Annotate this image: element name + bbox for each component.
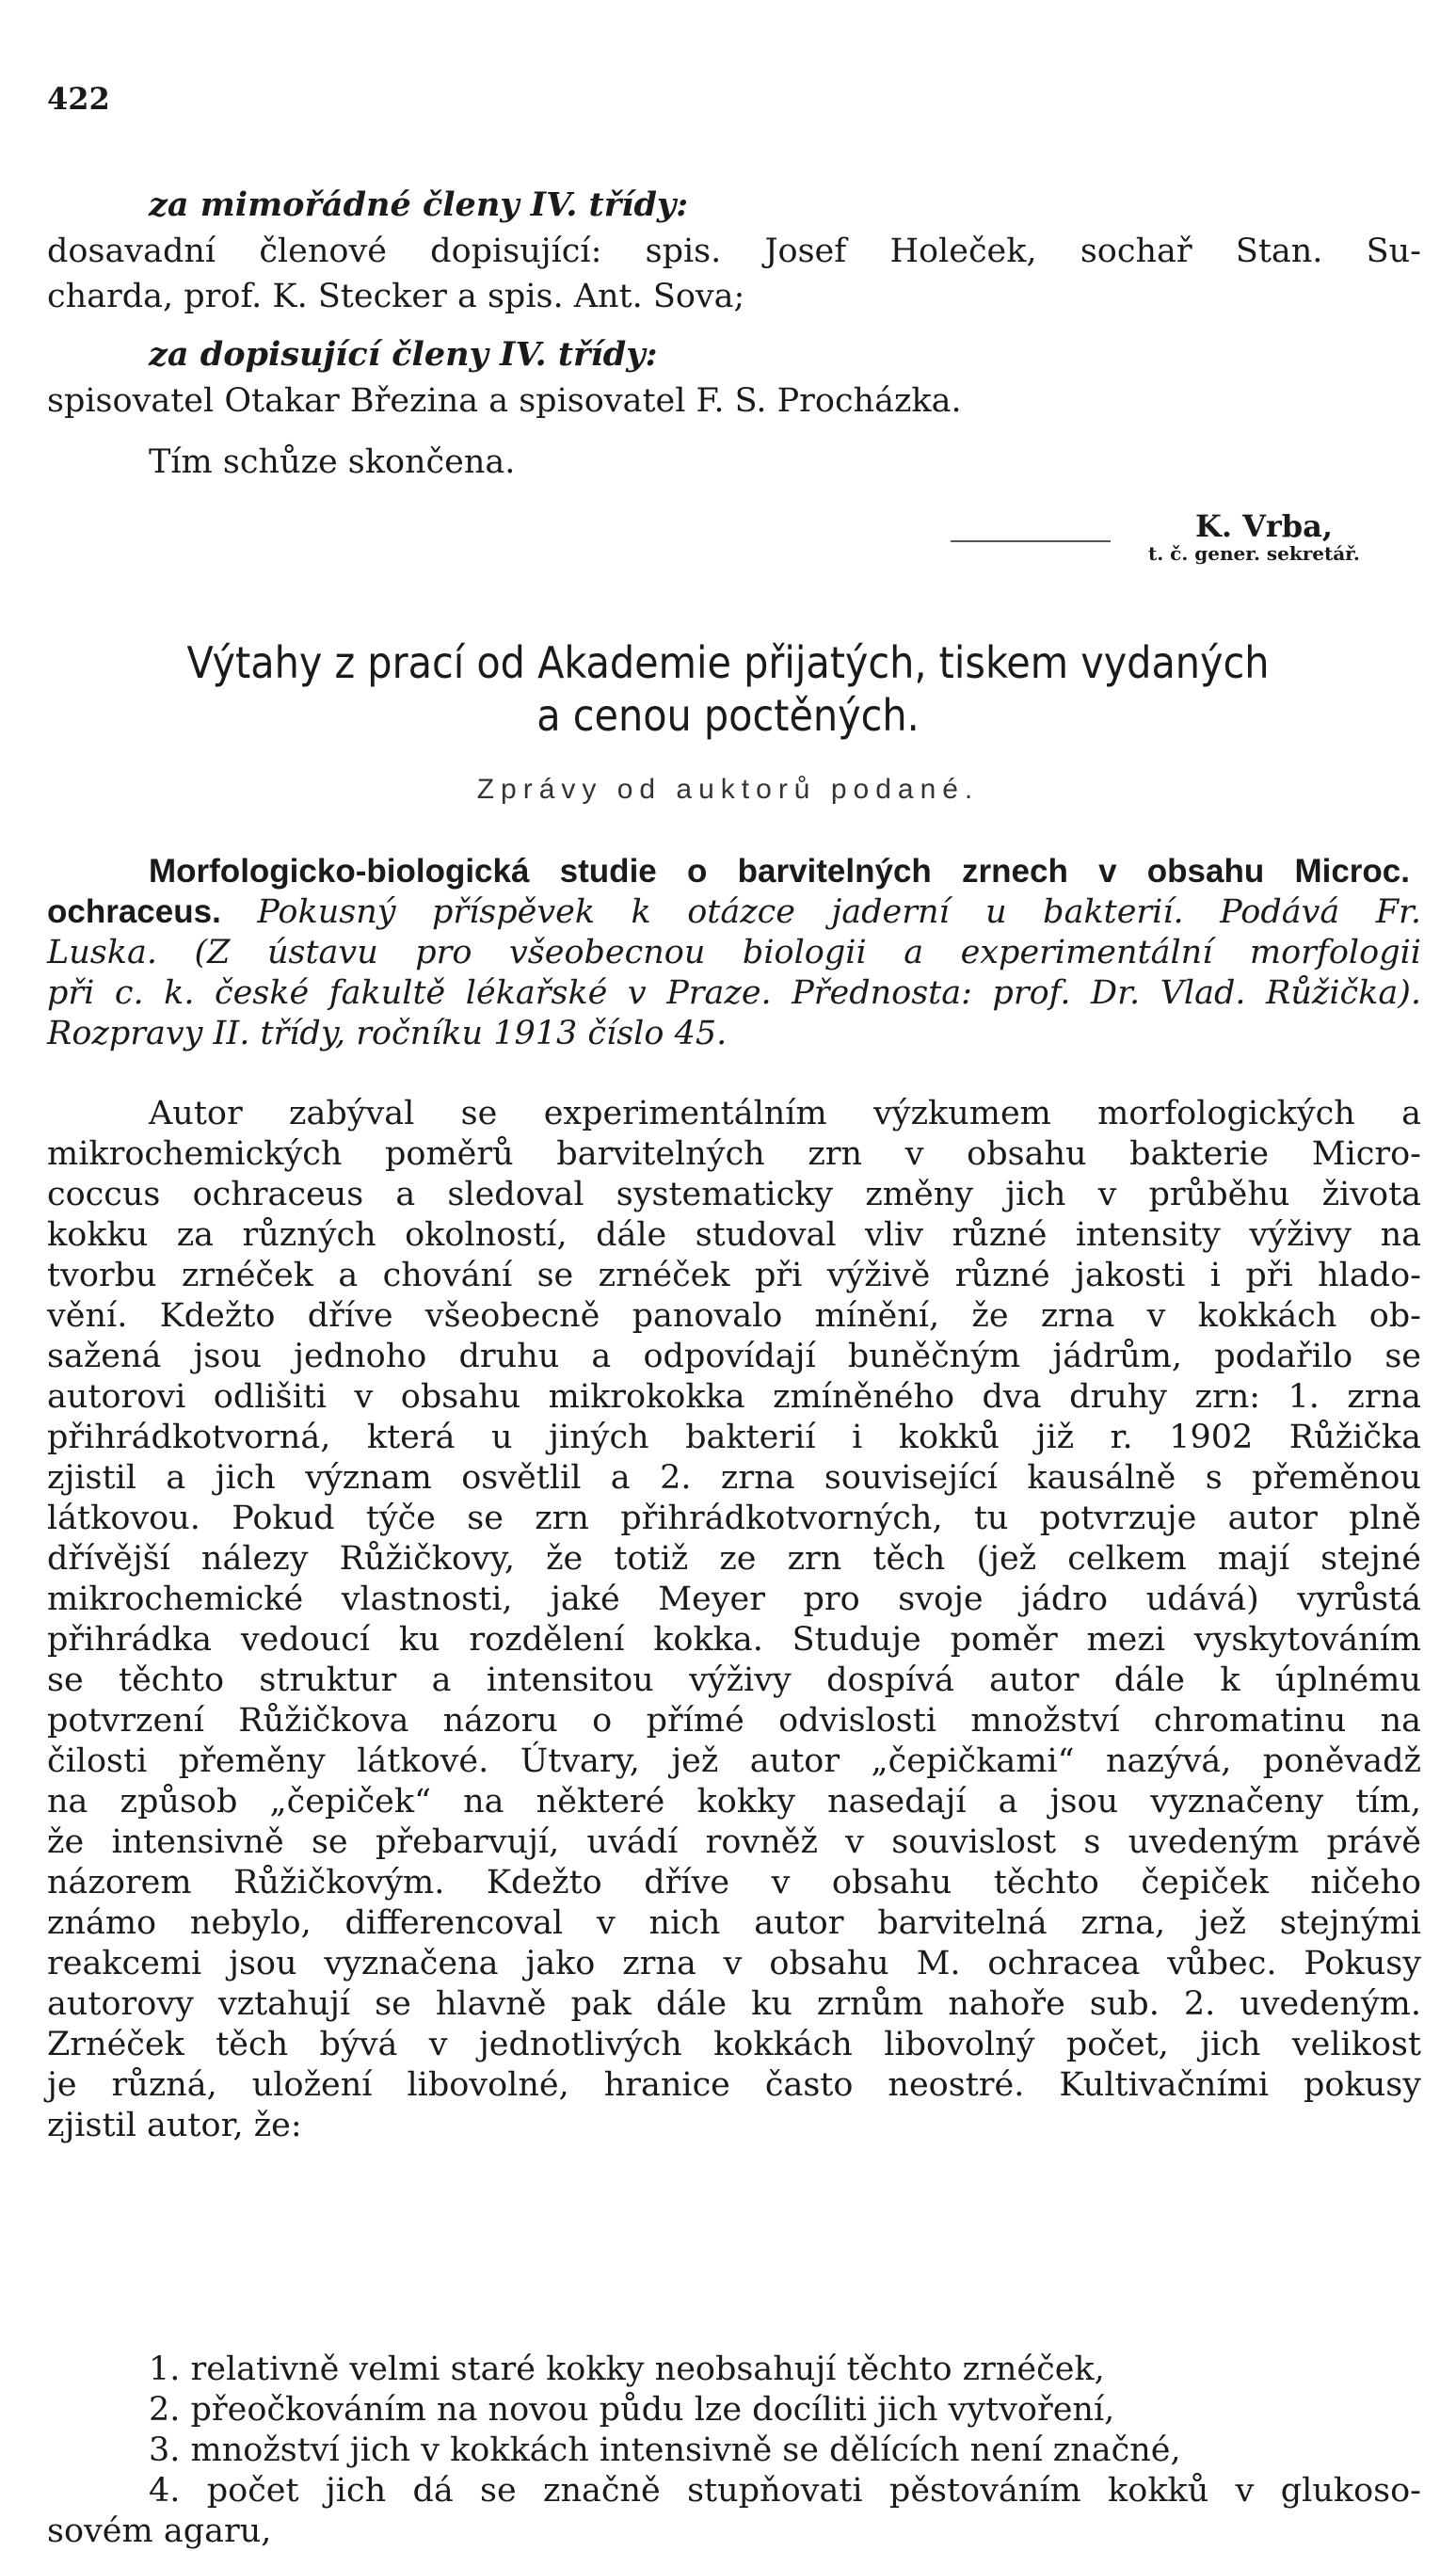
body-line: tvorbu zrnéček a chování se zrnéček při výživě různé jakosti i při hlado- [47, 1257, 1421, 1294]
body-line: přihrádka vedoucí ku rozdělení kokka. Studuje poměr mezi vyskytováním [47, 1621, 1421, 1659]
body-line: coccus ochraceus a sledoval systematicky změny jich v průběhu života [47, 1176, 1421, 1213]
body-line: je různá, uložení libovolné, hranice často neostré. Kultivačními pokusy [47, 2066, 1421, 2104]
study-citation: Rozpravy II. třídy, ročníku 1913 číslo 45. [47, 1015, 728, 1052]
subtitle: Zprávy od auktorů podané. [476, 774, 980, 805]
study-subtitle: Pokusný příspěvek k otázce jaderní u bakterií. Podává Fr. [257, 893, 1421, 931]
list-item: 1. relativně velmi staré kokky neobsahují těchto zrnéček, [149, 2350, 1105, 2388]
study-title-ochraceus: ochraceus. [47, 893, 221, 930]
body-line: autorovi odlišiti v obsahu mikrokokka zmíněného dva druhy zrn: 1. zrna [47, 1378, 1421, 1416]
study-affiliation-line-1: Luska. (Z ústavu pro všeobecnou biologii a experimentální morfologii [47, 934, 1421, 971]
body-line: mikrochemických poměrů barvitelných zrn v obsahu bakterie Micro- [47, 1135, 1421, 1173]
body-line: kokku za různých okolností, dále studoval vliv různé intensity výživy na [47, 1216, 1421, 1254]
body-line: známo nebylo, differencoval v nich autor barvitelná zrna, jež stejnými [47, 1904, 1421, 1942]
main-title-line-2: a cenou poctěných. [536, 690, 920, 741]
body-line: autorovy vztahují se hlavně pak dále ku zrnům nahoře sub. 2. uvedeným. [47, 1985, 1421, 2023]
body-line: čilosti přeměny látkové. Útvary, jež autor „čepičkami“ nazývá, poněvadž [47, 1742, 1421, 1780]
body-line: sažená jsou jednoho druhu a odpovídají buněčným jádrům, podařilo se [47, 1338, 1421, 1375]
main-title-line-1: Výtahy z prací od Akademie přijatých, tiskem vydaných [186, 637, 1270, 688]
section-heading-corresponding: za dopisující členy IV. třídy: [149, 335, 658, 374]
closing-line: Tím schůze skončena. [149, 443, 516, 481]
study-title-line-1: Morfologicko-biologická studie o barvitelných zrnech v obsahu Microc. [149, 853, 1410, 890]
body-line: mikrochemické vlastnosti, jaké Meyer pro svoje jádro udává) vyrůstá [47, 1580, 1421, 1618]
section1-line-1: dosavadní členové dopisující: spis. Josef Holeček, sochař Stan. Su- [47, 233, 1421, 270]
body-line: vění. Kdežto dříve všeobecně panovalo mínění, že zrna v kokkách ob- [47, 1297, 1421, 1335]
body-line: potvrzení Růžičkova názoru o přímé odvislosti množství chromatinu na [47, 1702, 1421, 1740]
body-line: látkovou. Pokud týče se zrn přihrádkotvorných, tu potvrzuje autor plně [47, 1500, 1421, 1537]
section1-line-2: charda, prof. K. Stecker a spis. Ant. Sova; [47, 278, 745, 315]
body-line: Autor zabýval se experimentálním výzkumem morfologických a [149, 1095, 1421, 1132]
page-number: 422 [47, 81, 110, 117]
list-item: 3. množství jich v kokkách intensivně se dělících není značné, [149, 2431, 1181, 2469]
body-line: se těchto struktur a intensitou výživy dospívá autor dále k úplnému [47, 1661, 1421, 1699]
study-affiliation-line-2: při c. k. české fakultě lékařské v Praze. Přednosta: prof. Dr. Vlad. Růžička). [47, 974, 1421, 1012]
body-line: Zrnéček těch bývá v jednotlivých kokkách libovolný počet, jich velikost [47, 2026, 1421, 2063]
body-line: reakcemi jsou vyznačena jako zrna v obsahu M. ochracea vůbec. Pokusy [47, 1945, 1421, 1982]
body-line: zjistil autor, že: [47, 2107, 302, 2144]
body-line: na způsob „čepiček“ na některé kokky nasedají a jsou vyznačeny tím, [47, 1783, 1421, 1821]
divider-rule [951, 540, 1111, 542]
study-title-line-2 [47, 892, 1421, 932]
list-item: 2. přeočkováním na novou půdu lze docíliti jich vytvoření, [149, 2391, 1115, 2429]
body-line: názorem Růžičkovým. Kdežto dříve v obsahu těchto čepiček ničeho [47, 1864, 1421, 1901]
body-line: zjistil a jich význam osvětlil a 2. zrna související kausálně s přeměnou [47, 1459, 1421, 1497]
list-item: 4. počet jich dá se značně stupňovati pěstováním kokků v glukoso- [149, 2472, 1421, 2510]
list-item-4-continuation: sovém agaru, [47, 2512, 272, 2550]
signature-role: t. č. gener. sekretář. [1148, 542, 1360, 565]
body-line: dřívější nálezy Růžičkovy, že totiž ze zrn těch (jež celkem mají stejné [47, 1540, 1421, 1578]
section-heading-extraordinary: za mimořádné členy IV. třídy: [149, 185, 689, 224]
section2-line-1: spisovatel Otakar Březina a spisovatel F. S. Procházka. [47, 382, 962, 420]
signature-name: K. Vrba, [1195, 508, 1334, 544]
body-line: přihrádkotvorná, která u jiných bakterií i kokků již r. 1902 Růžička [47, 1419, 1421, 1456]
body-line: že intensivně se přebarvují, uvádí rovněž v souvislost s uvedeným právě [47, 1823, 1421, 1861]
